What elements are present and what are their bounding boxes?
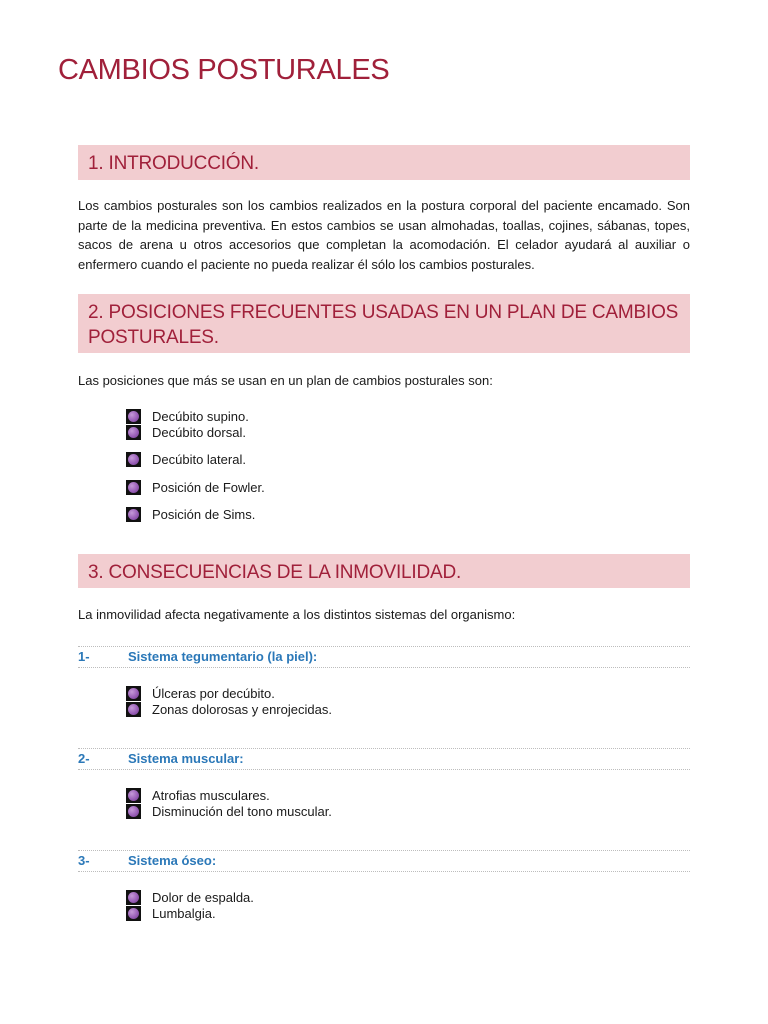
list-item xyxy=(126,409,265,425)
purple-sphere-bullet-icon xyxy=(126,480,141,495)
list-item xyxy=(126,788,332,804)
positions-intro-paragraph: Las posiciones que más se usan en un plan de cambios posturales son: xyxy=(78,373,493,388)
inmovilidad-intro-paragraph: La inmovilidad afecta negativamente a los distintos sistemas del organismo: xyxy=(78,607,516,622)
list-item xyxy=(126,906,254,922)
list-item-label: Dolor de espalda. xyxy=(152,890,254,905)
list-item xyxy=(126,452,265,468)
list-item xyxy=(126,804,332,820)
system-number: 2- xyxy=(78,751,90,766)
system-heading-tegumentario xyxy=(78,646,690,668)
system-name: Sistema tegumentario (la piel): xyxy=(128,649,318,664)
list-item xyxy=(126,686,332,702)
intro-paragraph: Los cambios posturales son los cambios realizados en la postura corporal del paciente encamado. Son parte de la medicina preventiva. En estos cambios se usan almohadas, toallas, cojines, sábanas, topes, sacos de arena u otros accesorios que completan la acomodación. El celador ayudará al auxiliar o enfermero cuando el paciente no pueda realizar él sólo los cambios posturales. xyxy=(78,198,690,272)
list-item-label: Decúbito supino. xyxy=(152,409,249,424)
system-effects-list xyxy=(126,890,254,921)
section-heading-consecuencias: 3. CONSECUENCIAS DE LA INMOVILIDAD. xyxy=(78,554,690,588)
system-effects-list xyxy=(126,788,332,819)
purple-sphere-bullet-icon xyxy=(126,686,141,701)
list-item-label: Posición de Fowler. xyxy=(152,479,265,495)
system-number: 3- xyxy=(78,853,90,868)
list-item-label: Úlceras por decúbito. xyxy=(152,686,275,701)
list-item xyxy=(126,702,332,718)
list-item xyxy=(126,890,254,906)
system-name: Sistema muscular: xyxy=(128,751,244,766)
purple-sphere-bullet-icon xyxy=(126,906,141,921)
section-heading-introduccion: 1. INTRODUCCIÓN. xyxy=(78,145,690,180)
purple-sphere-bullet-icon xyxy=(126,702,141,717)
system-number: 1- xyxy=(78,649,90,664)
system-heading-muscular xyxy=(78,748,690,770)
purple-sphere-bullet-icon xyxy=(126,788,141,803)
purple-sphere-bullet-icon xyxy=(126,425,141,440)
system-effects-list xyxy=(126,686,332,717)
list-item-label: Lumbalgia. xyxy=(152,905,216,921)
list-item xyxy=(126,480,265,496)
purple-sphere-bullet-icon xyxy=(126,409,141,424)
system-heading-oseo xyxy=(78,850,690,872)
purple-sphere-bullet-icon xyxy=(126,804,141,819)
system-name: Sistema óseo: xyxy=(128,853,217,868)
section-heading-posiciones: 2. POSICIONES FRECUENTES USADAS EN UN PLAN DE CAMBIOS POSTURALES. xyxy=(78,294,690,353)
list-item-label: Zonas dolorosas y enrojecidas. xyxy=(152,701,332,717)
list-item xyxy=(126,425,265,441)
list-item-label: Disminución del tono muscular. xyxy=(152,803,332,819)
purple-sphere-bullet-icon xyxy=(126,890,141,905)
list-item-label: Atrofias musculares. xyxy=(152,788,270,803)
list-item-label: Decúbito lateral. xyxy=(152,452,246,467)
positions-list xyxy=(126,409,265,523)
list-item-label: Posición de Sims. xyxy=(152,507,256,522)
list-item-label: Decúbito dorsal. xyxy=(152,424,246,440)
purple-sphere-bullet-icon xyxy=(126,452,141,467)
purple-sphere-bullet-icon xyxy=(126,507,141,522)
document-title: CAMBIOS POSTURALES xyxy=(58,54,390,86)
list-item xyxy=(126,507,265,523)
